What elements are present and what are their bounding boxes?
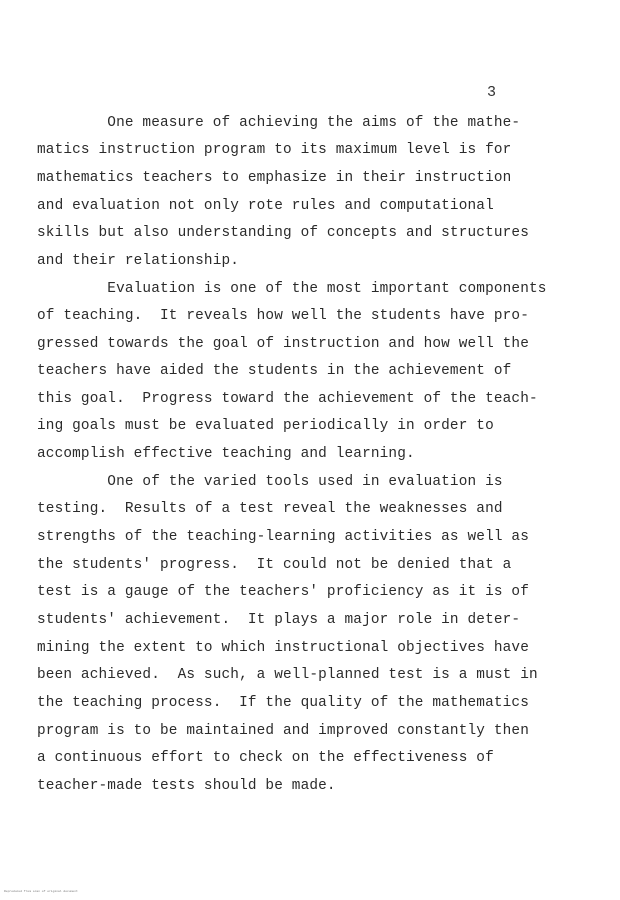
text-line: mathematics teachers to emphasize in their instruction — [37, 170, 512, 186]
text-line: of teaching. It reveals how well the students have pro- — [37, 308, 530, 324]
text-line: teachers have aided the students in the achievement of — [37, 363, 512, 379]
text-line: the students' progress. It could not be denied that a — [37, 557, 512, 573]
text-line: Evaluation is one of the most important components — [37, 281, 547, 297]
text-line: skills but also understanding of concepts and structures — [37, 225, 530, 241]
text-line: teacher-made tests should be made. — [37, 778, 336, 794]
text-line: strengths of the teaching-learning activities as well as — [37, 529, 530, 545]
text-line: the teaching process. If the quality of the mathematics — [37, 695, 530, 711]
text-line: One measure of achieving the aims of the mathe- — [37, 115, 521, 131]
text-line: and their relationship. — [37, 253, 240, 269]
text-line: and evaluation not only rote rules and computational — [37, 198, 494, 214]
text-line: accomplish effective teaching and learning. — [37, 446, 415, 462]
text-line: mining the extent to which instructional objectives have — [37, 640, 530, 656]
text-line: been achieved. As such, a well-planned test is a must in — [37, 667, 538, 683]
page-number: 3 — [487, 84, 497, 101]
text-line: One of the varied tools used in evaluation is — [37, 474, 503, 490]
text-line: matics instruction program to its maximum level is for — [37, 142, 512, 158]
text-line: students' achievement. It plays a major role in deter- — [37, 612, 521, 628]
text-line: test is a gauge of the teachers' proficiency as it is of — [37, 584, 530, 600]
text-line: testing. Results of a test reveal the weaknesses and — [37, 501, 503, 517]
text-line: a continuous effort to check on the effectiveness of — [37, 750, 494, 766]
footer-note: Reproduced from scan of original document — [4, 890, 78, 893]
text-line: this goal. Progress toward the achievement of the teach- — [37, 391, 538, 407]
text-line: gressed towards the goal of instruction and how well the — [37, 336, 530, 352]
text-line: program is to be maintained and improved constantly then — [37, 723, 530, 739]
text-line: ing goals must be evaluated periodically in order to — [37, 418, 494, 434]
